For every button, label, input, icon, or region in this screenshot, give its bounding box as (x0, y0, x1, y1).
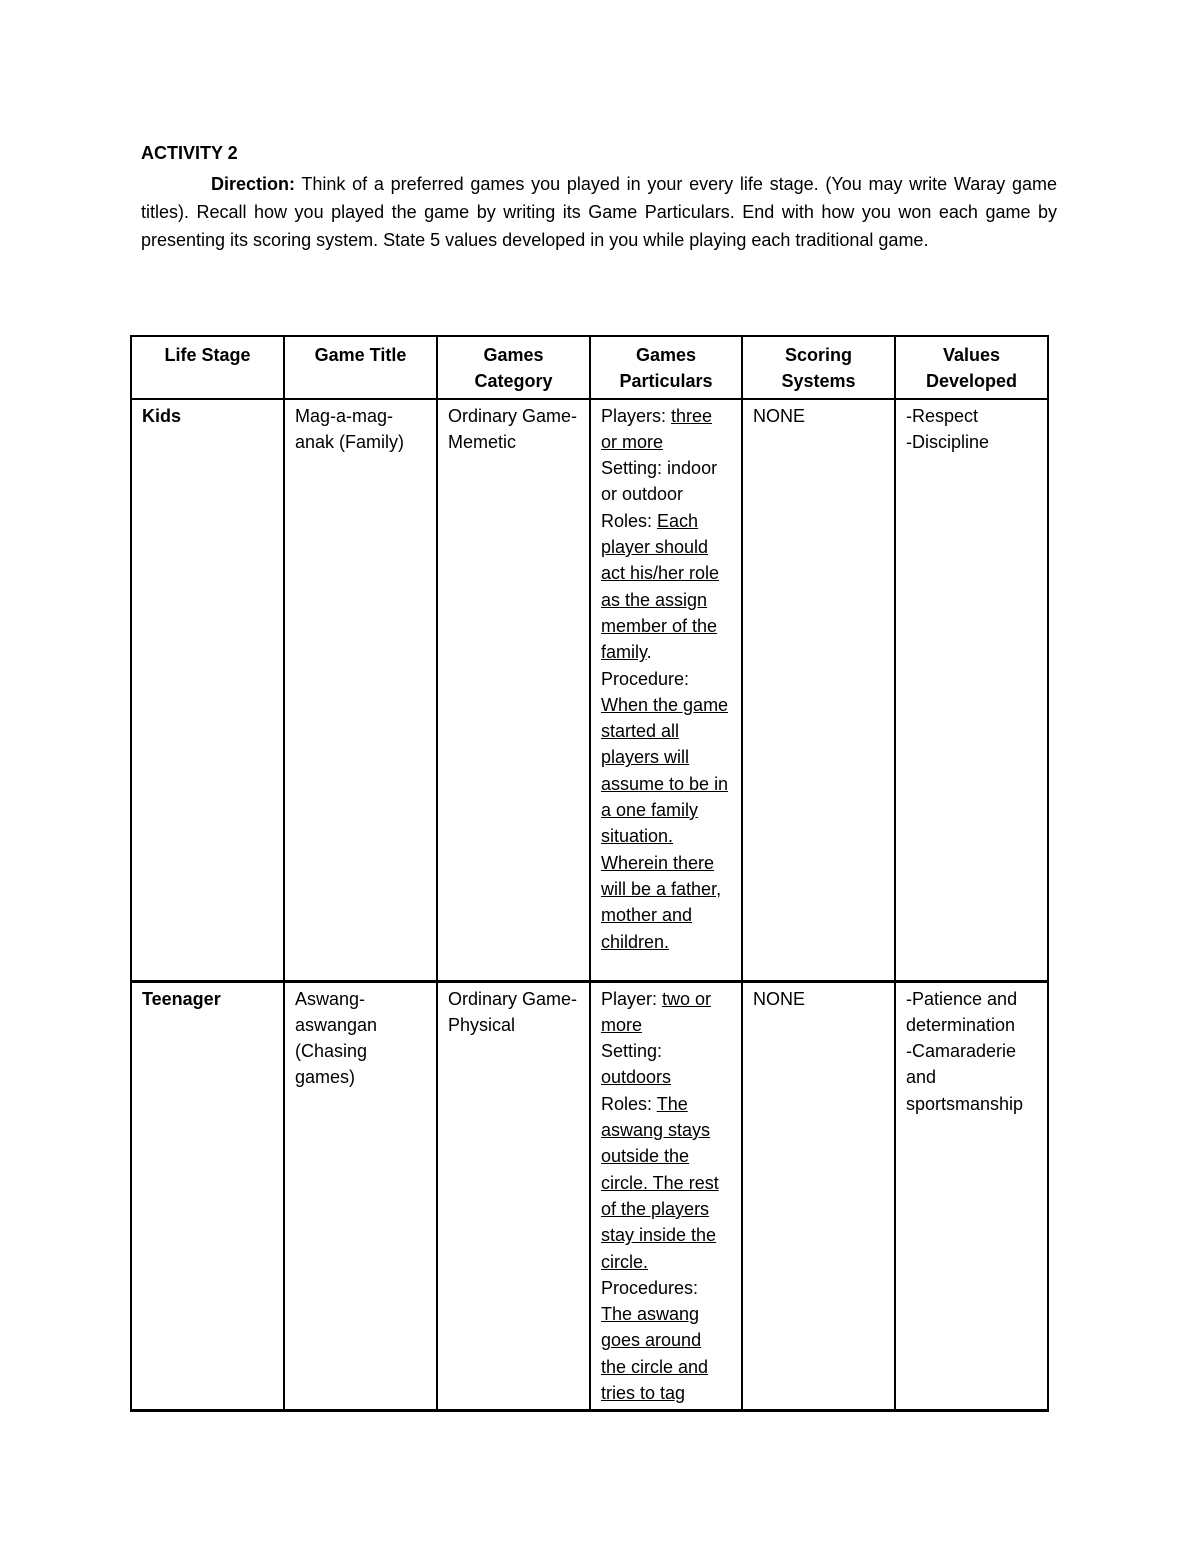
setting-value: outdoors (601, 1067, 672, 1088)
header-game-title: Game Title (284, 336, 437, 399)
table-header-row (131, 336, 1048, 399)
games-category-cell: Ordinary Game-Physical (437, 981, 590, 1411)
header-life-stage: Life Stage (131, 336, 284, 399)
players-label: Players: (601, 405, 672, 426)
games-particulars-cell (590, 399, 742, 982)
game-title-cell: Aswang-aswangan (Chasing games) (284, 981, 437, 1411)
values-developed-cell (895, 399, 1048, 982)
roles-value: Each player should act his/her role as the assign member of the family (601, 510, 720, 663)
procedure-value: When the game started all players will assume to be in a one family situation. Wherein there will be a father, mother and children. (601, 694, 729, 952)
games-particulars-cell (590, 981, 742, 1411)
setting-label: Setting: (601, 1041, 663, 1062)
players-value: two or more (601, 988, 712, 1035)
value-item: -Discipline (906, 431, 990, 452)
roles-end: . (646, 642, 652, 663)
value-item: -Camaraderie and sportsmanship (906, 1041, 1024, 1114)
value-item: -Patience and determination (906, 988, 1018, 1035)
players-value: three or more (601, 405, 713, 452)
value-item: -Respect (906, 405, 979, 426)
life-stage-cell: Teenager (131, 981, 284, 1411)
roles-label: Roles: (601, 510, 658, 531)
procedure-value: The aswang goes around the circle and tries to tag (601, 1304, 709, 1404)
roles-label: Roles: (601, 1093, 657, 1114)
direction-text: Think of a preferred games you played in your every life stage. (You may write Waray game titles). Recall how you played the game by writing its Game Particulars. End with how you won each game by presenting its scoring system. State 5 values developed in you while playing each traditional game. (141, 174, 1057, 250)
scoring-systems-cell: NONE (742, 981, 895, 1411)
header-games-particulars: Games Particulars (590, 336, 742, 399)
values-developed-cell (895, 981, 1048, 1411)
life-stage-cell: Kids (131, 399, 284, 982)
roles-value: The aswang stays outside the circle. The rest of the players stay inside the circle. (601, 1093, 719, 1272)
games-category-cell: Ordinary Game-Memetic (437, 399, 590, 982)
scoring-systems-cell: NONE (742, 399, 895, 982)
header-values-developed: Values Developed (895, 336, 1048, 399)
direction-paragraph (141, 170, 1057, 254)
game-title-cell: Mag-a-mag-anak (Family) (284, 399, 437, 982)
procedure-label: Procedures: (601, 1277, 699, 1298)
table-row (131, 399, 1048, 982)
activity-heading: ACTIVITY 2 (141, 143, 238, 163)
procedure-label: Procedure: (601, 668, 690, 689)
header-games-category: Games Category (437, 336, 590, 399)
direction-label: Direction: (211, 174, 296, 194)
activity-table (130, 335, 1049, 1412)
players-label: Player: (601, 988, 663, 1009)
setting-label: Setting: indoor or outdoor (601, 458, 718, 505)
header-scoring-systems: Scoring Systems (742, 336, 895, 399)
table-row (131, 981, 1048, 1411)
